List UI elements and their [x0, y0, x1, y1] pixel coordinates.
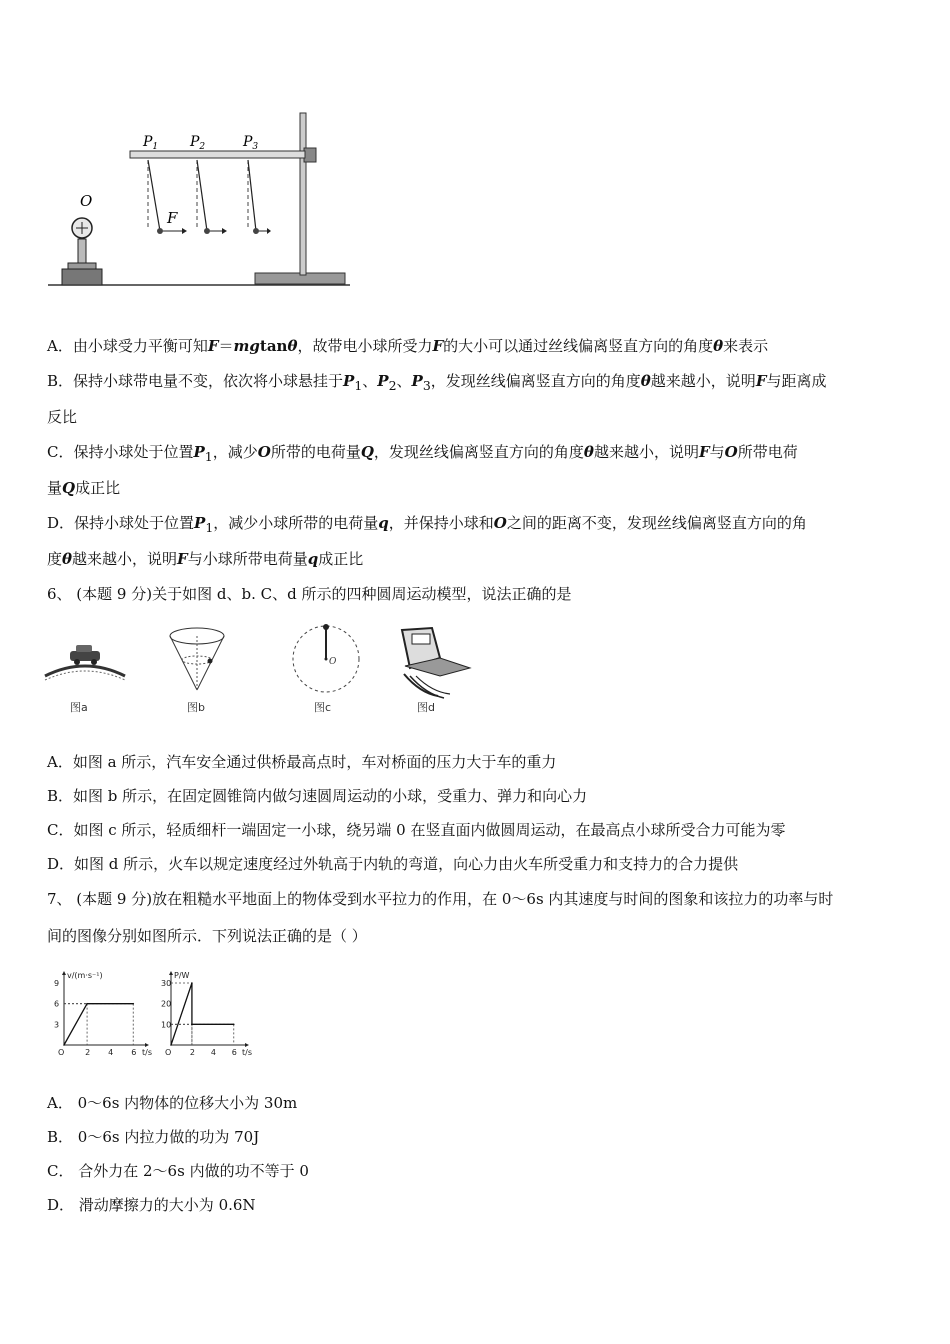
y-tick-label: 9 [54, 979, 60, 988]
x-tick-label: 4 [210, 1048, 216, 1057]
y-tick-label: 30 [161, 979, 172, 988]
q5-option-c-cont: 量Q成正比 [47, 479, 121, 497]
q5-option-b-cont: 反比 [47, 408, 78, 426]
q5-option-c: C．保持小球处于位置$P_1$，减少O所带的电荷量Q，发现丝线偏离竖直方向的角度θ越来越小，说明F与O所带电荷 [47, 443, 798, 464]
series-line [171, 983, 234, 1045]
svg-text:O: O [329, 657, 337, 667]
y-axis-arrow [169, 971, 173, 975]
p1-label: $P_1$ [143, 134, 159, 152]
fig-b-cone [170, 628, 224, 714]
q6-option-a: A．如图 a 所示，汽车安全通过供桥最高点时，车对桥面的压力大于车的重力 [47, 753, 557, 771]
p3-label: $P_3$ [243, 134, 259, 152]
x-tick-label: 6 [131, 1048, 137, 1057]
q6-option-c: C．如图 c 所示，轻质细杆一端固定一小球，绕另端 0 在竖直面内做圆周运动，在最高点小球所受合力可能为零 [47, 821, 786, 839]
x-axis-arrow [245, 1043, 249, 1047]
p2-label: $P_2$ [190, 134, 206, 152]
force-label: F [167, 209, 178, 227]
y-axis-label: v/(m·s⁻¹) [67, 971, 103, 980]
velocity-time-chart [50, 970, 160, 1060]
data-point [170, 1044, 172, 1046]
svg-text:图d: 图d [417, 701, 435, 714]
y-axis-label: P/W [174, 971, 190, 980]
q6-stem: 6、 (本题 9 分)关于如图 d、b. C、d 所示的四种圆周运动模型，说法正确的是 [47, 585, 572, 603]
q7-stem-line1: 7、 (本题 9 分)放在粗糙水平地面上的物体受到水平拉力的作用，在 0～6s 内其速度与时间的图象和该拉力的功率与时 [47, 890, 834, 908]
y-tick-label: 20 [161, 999, 172, 1009]
x-tick-label: 6 [231, 1048, 237, 1057]
svg-text:图a: 图a [70, 701, 88, 714]
fig-a-bridge [45, 645, 125, 714]
q5-option-b: B．保持小球带电量不变，依次将小球悬挂于$P_1$、$P_2$、$P_3$，发现丝线偏离竖直方向的角度θ越来越小，说明F与距离成 [47, 372, 827, 393]
q7-option-d: D． 滑动摩擦力的大小为 0.6N [47, 1196, 256, 1214]
svg-text:图b: 图b [187, 701, 205, 714]
x-tick-label: O [58, 1048, 65, 1057]
series-line [64, 1004, 133, 1045]
q6-option-d: D．如图 d 所示，火车以规定速度经过外轨高于内轨的弯道，向心力由火车所受重力和支持力的合力提供 [47, 855, 739, 873]
x-tick-label: 2 [189, 1048, 196, 1057]
q5-option-d: D．保持小球处于位置$P_1$，减少小球所带的电荷量q，并保持小球和O之间的距离不变，发现丝线偏离竖直方向的角 [47, 514, 807, 535]
o-label: O [80, 192, 93, 210]
q5-option-d-cont: 度θ越来越小，说明F与小球所带电荷量q成正比 [47, 550, 364, 568]
data-point [63, 1044, 65, 1046]
q7-option-a: A． 0～6s 内物体的位移大小为 30m [47, 1094, 298, 1112]
x-tick-label: 2 [85, 1048, 91, 1057]
data-point [233, 1024, 235, 1026]
y-tick-label: 3 [54, 1020, 60, 1030]
fig-d-train [402, 628, 470, 714]
q7-stem-line2: 间的图像分别如图所示．下列说法正确的是（ ） [47, 927, 367, 945]
power-time-chart [155, 970, 255, 1060]
data-point [132, 1003, 134, 1005]
x-axis-arrow [145, 1043, 149, 1047]
circular-motion-figures [40, 618, 490, 718]
q7-option-c: C． 合外力在 2～6s 内做的功不等于 0 [47, 1162, 309, 1180]
q7-option-b: B． 0～6s 内拉力做的功为 70J [47, 1128, 260, 1146]
y-tick-label: 10 [161, 1020, 172, 1030]
data-point [191, 982, 193, 984]
q5-option-a: A．由小球受力平衡可知F＝mgtanθ，故带电小球所受力F的大小可以通过丝线偏离竖直方向的角度θ来表示 [47, 337, 769, 355]
y-axis-arrow [62, 971, 66, 975]
y-tick-label: 6 [54, 999, 60, 1009]
x-tick-label: 4 [108, 1048, 114, 1057]
x-axis-label: t/s [142, 1048, 152, 1057]
coulomb-apparatus-figure [40, 108, 360, 293]
svg-text:图c: 图c [314, 701, 332, 714]
fig-c-rod-circle [293, 624, 359, 714]
x-tick-label: O [165, 1048, 172, 1057]
data-point [191, 1024, 193, 1026]
data-point [86, 1003, 88, 1005]
x-axis-label: t/s [242, 1048, 252, 1057]
q6-option-b: B．如图 b 所示，在固定圆锥筒内做匀速圆周运动的小球，受重力、弹力和向心力 [47, 787, 588, 805]
